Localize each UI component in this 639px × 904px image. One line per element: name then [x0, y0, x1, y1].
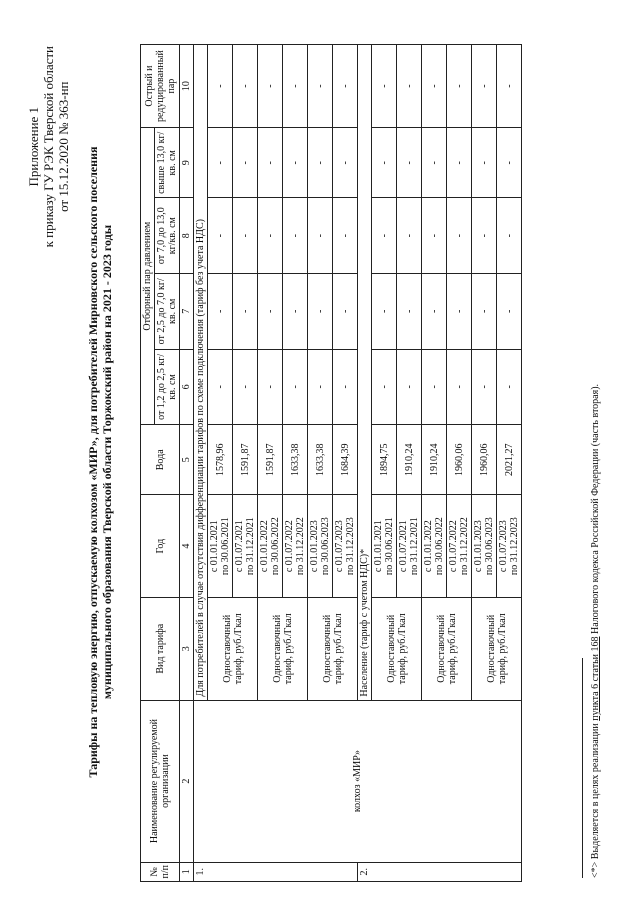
steam-tariff-value: -	[422, 273, 447, 349]
water-tariff-value: 1960,06	[447, 425, 472, 495]
header-water: Вода	[141, 425, 180, 495]
water-tariff-value: 2021,27	[497, 425, 522, 495]
section-number: 1.	[194, 862, 358, 881]
header-steam-group: Отборный пар давлением	[141, 128, 155, 425]
steam-tariff-value: -	[208, 45, 233, 128]
steam-tariff-value: -	[233, 45, 258, 128]
steam-tariff-value: -	[258, 198, 283, 274]
period-to: по 30.06.2021	[384, 517, 395, 576]
steam-tariff-value: -	[283, 128, 308, 198]
footnote-law-link[interactable]: пункта 6 статьи 168	[590, 636, 601, 721]
header-steam-3: от 7,0 до 13,0 кг/кв. см	[155, 198, 180, 274]
steam-tariff-value: -	[258, 273, 283, 349]
table-body	[194, 45, 522, 882]
steam-tariff-value: -	[233, 198, 258, 274]
water-tariff-value: 1591,87	[233, 425, 258, 495]
footnote-divider	[582, 658, 583, 878]
period-cell	[497, 495, 522, 598]
tariff-table	[140, 44, 522, 882]
period-cell	[233, 495, 258, 598]
steam-tariff-value: -	[333, 198, 358, 274]
steam-tariff-value: -	[372, 198, 397, 274]
col-number: 9	[180, 128, 194, 198]
header-steam-4: свыше 13,0 кг/кв. см	[155, 128, 180, 198]
steam-tariff-value: -	[233, 128, 258, 198]
steam-tariff-value: -	[497, 349, 522, 425]
steam-tariff-value: -	[397, 128, 422, 198]
steam-tariff-value: -	[283, 349, 308, 425]
appendix-line1: Приложение 1	[26, 106, 41, 187]
header-org: Наименование регулируемой организации	[141, 700, 180, 862]
period-from: с 01.01.2023	[473, 520, 484, 573]
period-to: по 31.12.2022	[295, 517, 306, 576]
water-tariff-value: 1591,87	[258, 425, 283, 495]
water-tariff-value: 1910,24	[422, 425, 447, 495]
steam-tariff-value: -	[283, 273, 308, 349]
period-from: с 01.01.2022	[259, 520, 270, 573]
water-tariff-value: 1894,75	[372, 425, 397, 495]
steam-tariff-value: -	[308, 128, 333, 198]
steam-tariff-value: -	[208, 273, 233, 349]
steam-tariff-value: -	[397, 198, 422, 274]
period-cell	[208, 495, 233, 598]
period-to: по 30.06.2021	[220, 517, 231, 576]
steam-tariff-value: -	[258, 45, 283, 128]
footnote-prefix: <*> Выделяется в целях реализации	[590, 720, 601, 878]
period-to: по 31.12.2022	[459, 517, 470, 576]
header-steam-1: от 1,2 до 2,5 кг/кв. см	[155, 349, 180, 425]
tariff-type-cell: Одноставочный тариф, руб./Гкал	[472, 597, 522, 700]
period-to: по 30.06.2022	[270, 517, 281, 576]
tariff-type-cell: Одноставочный тариф, руб./Гкал	[258, 597, 308, 700]
title-line2: муниципального образования Тверской области Торжокский район на 2021 - 2023 годы	[100, 224, 114, 700]
steam-tariff-value: -	[372, 128, 397, 198]
steam-tariff-value: -	[283, 198, 308, 274]
period-to: по 31.12.2021	[409, 517, 420, 576]
header-steam-2: от 2,5 до 7,0 кг/кв. см	[155, 273, 180, 349]
steam-tariff-value: -	[372, 349, 397, 425]
steam-tariff-value: -	[208, 128, 233, 198]
section-row	[194, 45, 208, 882]
water-tariff-value: 1633,38	[308, 425, 333, 495]
steam-tariff-value: -	[258, 349, 283, 425]
period-from: с 01.07.2021	[234, 520, 245, 573]
col-number: 7	[180, 273, 194, 349]
steam-tariff-value: -	[308, 273, 333, 349]
period-cell	[372, 495, 397, 598]
period-from: с 01.07.2022	[448, 520, 459, 573]
steam-tariff-value: -	[258, 128, 283, 198]
section-title: Население (тариф с учетом НДС)*	[358, 45, 372, 701]
col-number: 6	[180, 349, 194, 425]
steam-tariff-value: -	[208, 198, 233, 274]
period-from: с 01.07.2021	[398, 520, 409, 573]
org-name: колхоз «МИР»	[194, 700, 522, 862]
steam-tariff-value: -	[397, 45, 422, 128]
appendix-line3: от 15.12.2020 № 363-нп	[56, 81, 71, 212]
period-to: по 30.06.2023	[484, 517, 495, 576]
steam-tariff-value: -	[283, 45, 308, 128]
col-number: 5	[180, 425, 194, 495]
tariff-type-cell: Одноставочный тариф, руб./Гкал	[372, 597, 422, 700]
period-to: по 30.06.2022	[434, 517, 445, 576]
document-page	[12, 32, 607, 892]
header-tariff-type: Вид тарифа	[141, 597, 180, 700]
period-to: по 30.06.2023	[320, 517, 331, 576]
period-cell	[472, 495, 497, 598]
appendix-header	[26, 46, 71, 247]
steam-tariff-value: -	[308, 198, 333, 274]
tariff-type-cell: Одноставочный тариф, руб./Гкал	[422, 597, 472, 700]
steam-tariff-value: -	[472, 128, 497, 198]
period-cell	[258, 495, 283, 598]
water-tariff-value: 1684,39	[333, 425, 358, 495]
period-from: с 01.01.2023	[309, 520, 320, 573]
steam-tariff-value: -	[472, 349, 497, 425]
steam-tariff-value: -	[447, 273, 472, 349]
steam-tariff-value: -	[472, 198, 497, 274]
period-cell	[447, 495, 472, 598]
steam-tariff-value: -	[472, 45, 497, 128]
period-cell	[308, 495, 333, 598]
header-year: Год	[141, 495, 180, 598]
col-number: 4	[180, 495, 194, 598]
appendix-line2: к приказу ГУ РЭК Тверской области	[41, 46, 56, 248]
period-cell	[333, 495, 358, 598]
period-to: по 31.12.2021	[245, 517, 256, 576]
steam-tariff-value: -	[397, 349, 422, 425]
steam-tariff-value: -	[422, 45, 447, 128]
steam-tariff-value: -	[233, 349, 258, 425]
water-tariff-value: 1910,24	[397, 425, 422, 495]
period-from: с 01.07.2023	[498, 520, 509, 573]
period-to: по 31.12.2023	[509, 517, 520, 576]
steam-tariff-value: -	[447, 45, 472, 128]
water-tariff-value: 1960,06	[472, 425, 497, 495]
period-from: с 01.01.2022	[423, 520, 434, 573]
steam-tariff-value: -	[208, 349, 233, 425]
header-sharp-steam: Острый и редуцированный пар	[141, 45, 180, 128]
header-num: № п/п	[141, 862, 180, 881]
title-line1: Тарифы на тепловую энергию, отпускаемую колхозом «МИР», для потребителей Мирновского сельского поселения	[86, 146, 100, 778]
period-from: с 01.07.2023	[334, 520, 345, 573]
col-number: 10	[180, 45, 194, 128]
column-number-row	[180, 45, 194, 882]
period-to: по 31.12.2023	[345, 517, 356, 576]
period-cell	[422, 495, 447, 598]
steam-tariff-value: -	[497, 198, 522, 274]
period-from: с 01.01.2021	[209, 520, 220, 573]
steam-tariff-value: -	[422, 198, 447, 274]
tariff-type-cell: Одноставочный тариф, руб./Гкал	[208, 597, 258, 700]
steam-tariff-value: -	[333, 45, 358, 128]
steam-tariff-value: -	[372, 273, 397, 349]
footnote	[590, 384, 601, 878]
steam-tariff-value: -	[497, 128, 522, 198]
steam-tariff-value: -	[447, 349, 472, 425]
steam-tariff-value: -	[422, 349, 447, 425]
tariff-type-cell: Одноставочный тариф, руб./Гкал	[308, 597, 358, 700]
steam-tariff-value: -	[233, 273, 258, 349]
steam-tariff-value: -	[497, 45, 522, 128]
steam-tariff-value: -	[447, 198, 472, 274]
steam-tariff-value: -	[333, 349, 358, 425]
period-from: с 01.01.2021	[373, 520, 384, 573]
col-number: 1	[180, 862, 194, 881]
steam-tariff-value: -	[397, 273, 422, 349]
document-title	[86, 92, 114, 832]
steam-tariff-value: -	[308, 349, 333, 425]
col-number: 3	[180, 597, 194, 700]
steam-tariff-value: -	[308, 45, 333, 128]
steam-tariff-value: -	[447, 128, 472, 198]
steam-tariff-value: -	[372, 45, 397, 128]
section-number: 2.	[358, 862, 522, 881]
steam-tariff-value: -	[333, 273, 358, 349]
steam-tariff-value: -	[422, 128, 447, 198]
col-number: 8	[180, 198, 194, 274]
steam-tariff-value: -	[333, 128, 358, 198]
period-cell	[283, 495, 308, 598]
steam-tariff-value: -	[472, 273, 497, 349]
section-title: Для потребителей в случае отсутствия дифференциации тарифов по схеме подключения (тариф без учета НДС)	[194, 45, 208, 701]
period-from: с 01.07.2022	[284, 520, 295, 573]
period-cell	[397, 495, 422, 598]
steam-tariff-value: -	[497, 273, 522, 349]
water-tariff-value: 1578,96	[208, 425, 233, 495]
col-number: 2	[180, 700, 194, 862]
footnote-suffix: Налогового кодекса Российской Федерации (часть вторая).	[590, 383, 601, 637]
water-tariff-value: 1633,38	[283, 425, 308, 495]
